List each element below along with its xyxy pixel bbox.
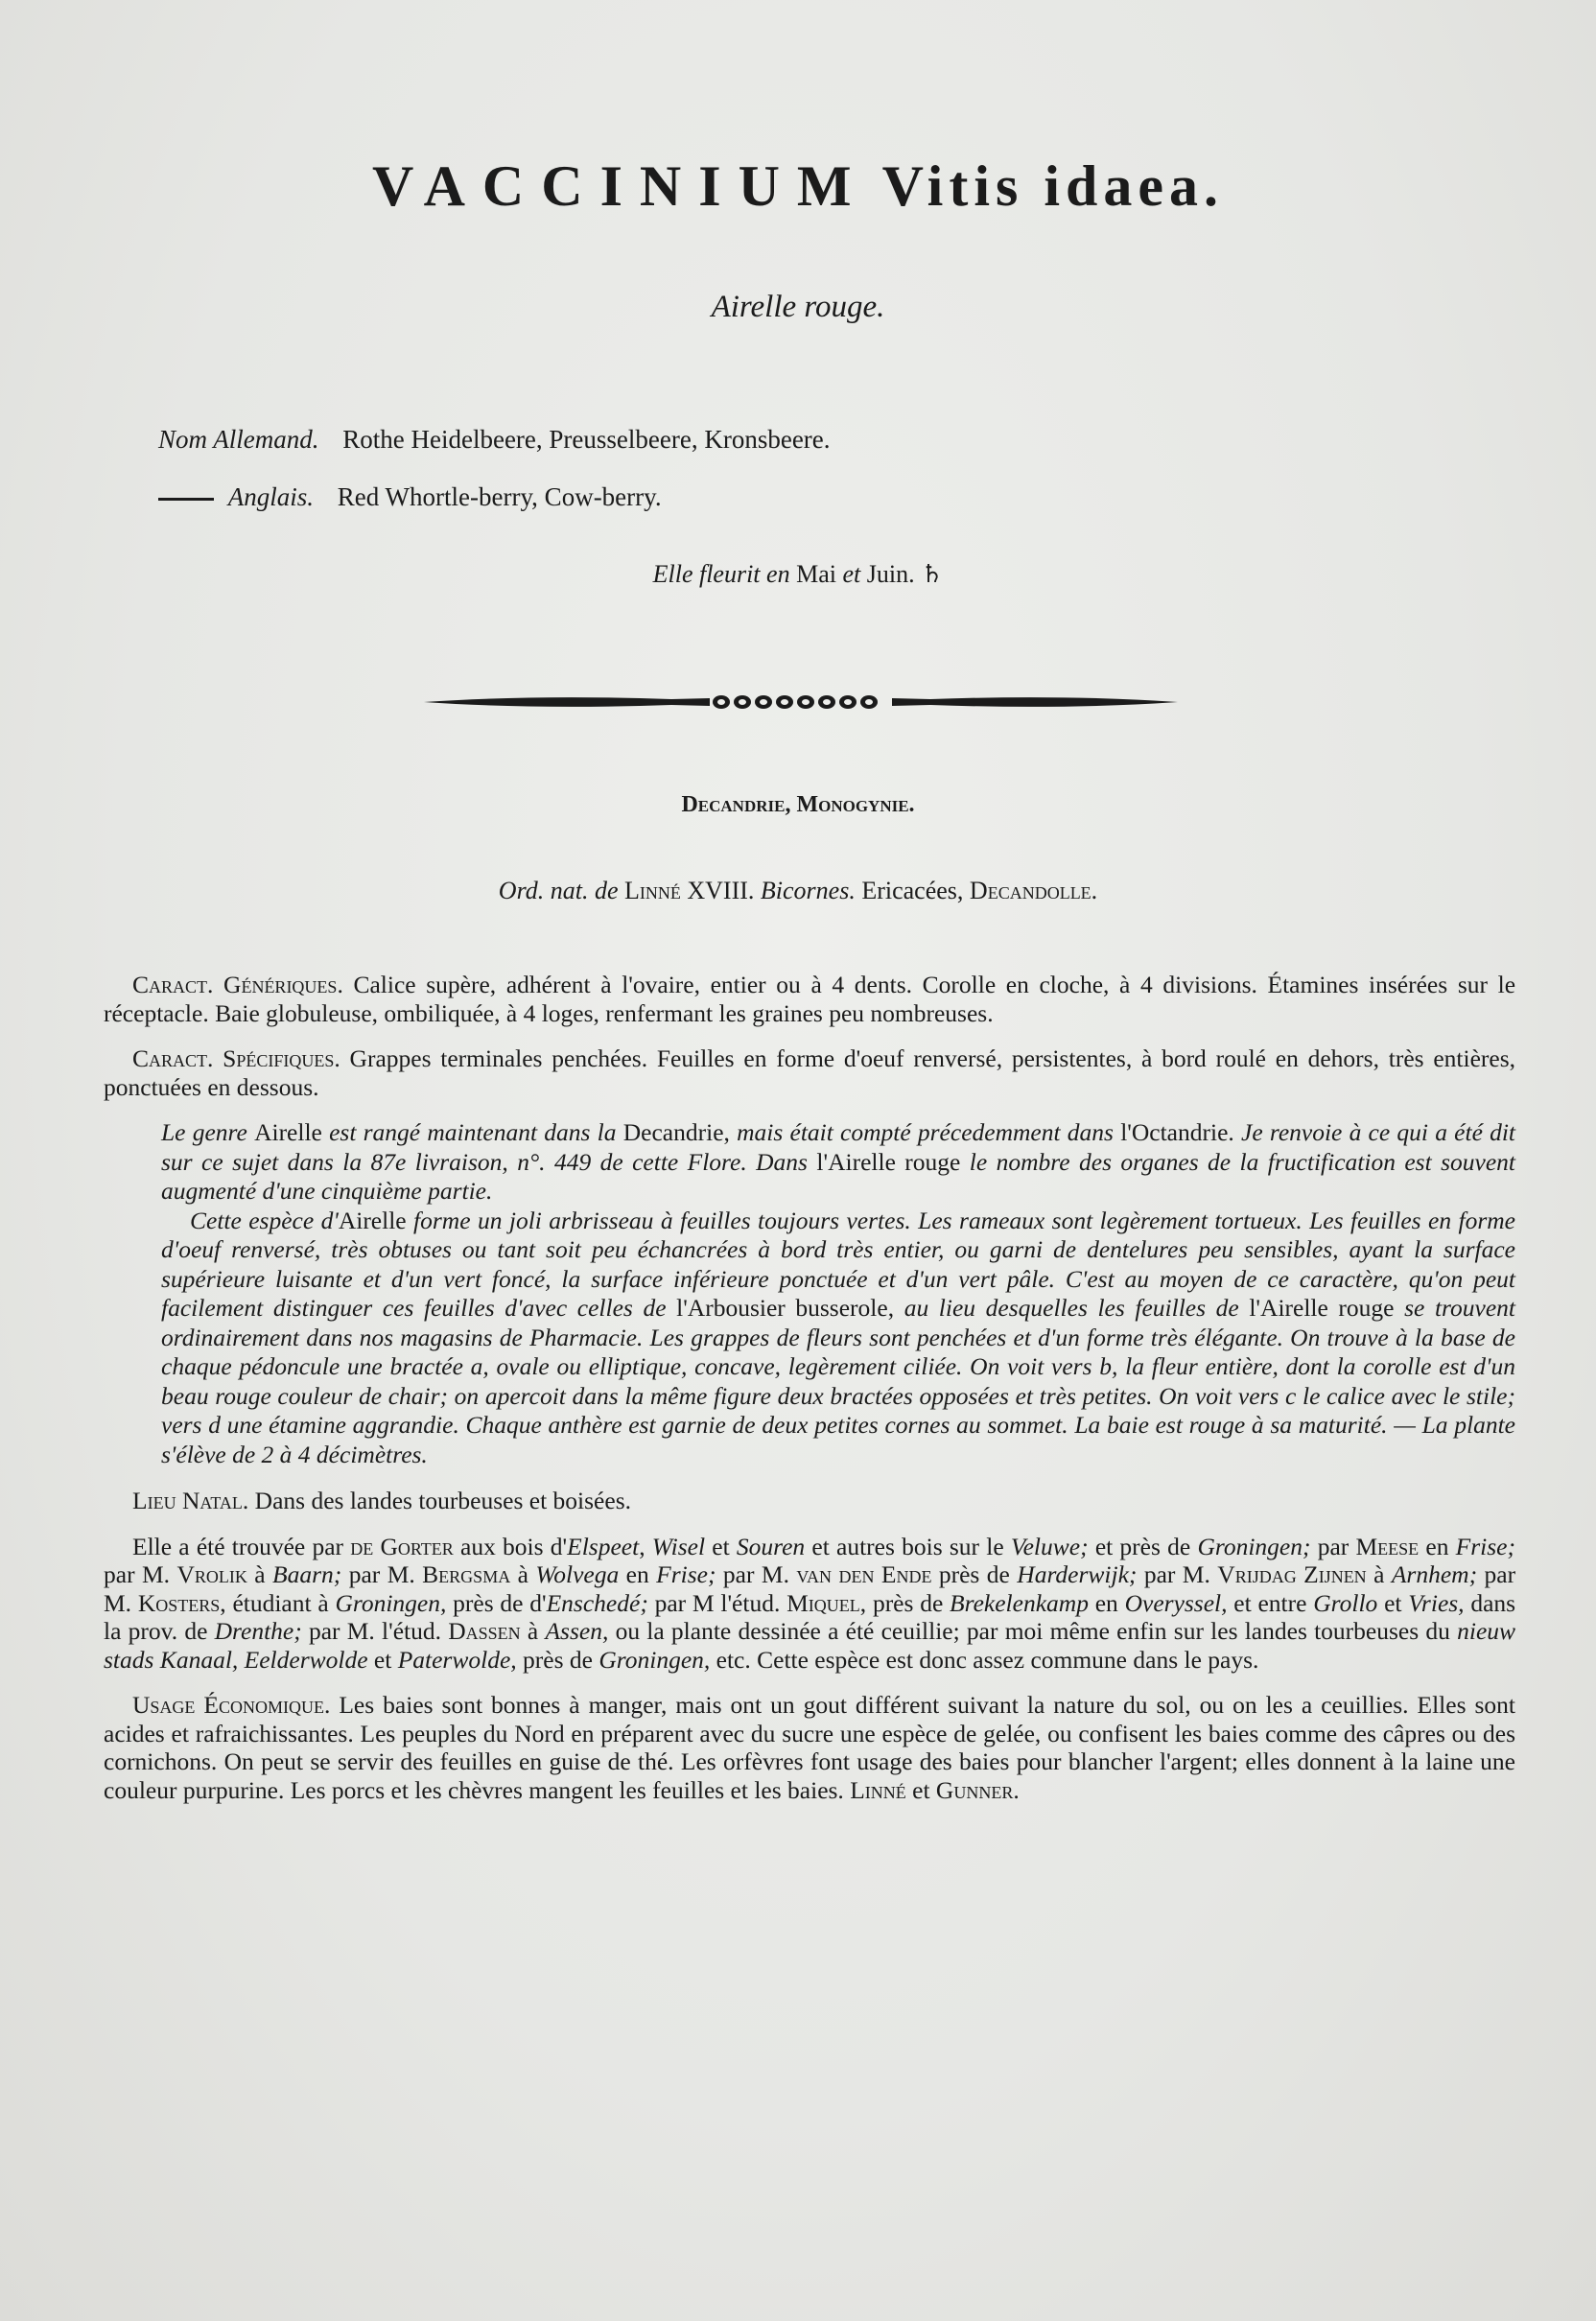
loc-groningen1: Groningen;	[1197, 1532, 1311, 1560]
specific-text: Grappes terminales penchées. Feuilles en forme d'oeuf renversé, persistentes, à bord roulé en dehors, très entières, ponctuées en dessous.	[104, 1044, 1516, 1101]
loc-t26: par M. l'étud.	[308, 1617, 441, 1645]
order-ericacees: Ericacées,	[861, 877, 964, 904]
loc-t25: dans la prov. de	[104, 1588, 1516, 1645]
loc-t18: étudiant à	[232, 1588, 329, 1617]
loc-souren: Souren	[736, 1532, 806, 1560]
order-pre: Ord. nat. de	[498, 877, 619, 904]
loc-harderwijk: Harderwijk;	[1017, 1560, 1138, 1588]
common-names	[158, 410, 831, 526]
usage-et: et	[912, 1775, 930, 1804]
usage-linne: Linné	[850, 1775, 906, 1804]
note2-a: Cette espèce d'	[190, 1206, 339, 1234]
loc-t23: et entre	[1233, 1588, 1307, 1617]
loc-groningen3: Groningen,	[598, 1645, 711, 1674]
generic-heading: Caract. Génériques.	[132, 971, 343, 998]
loc-vrijdag: Vrijdag Zijnen	[1217, 1560, 1367, 1588]
note1-d: Decandrie,	[622, 1118, 730, 1146]
loc-bergsma: Bergsma	[422, 1560, 511, 1588]
loc-veluwe: Veluwe;	[1010, 1532, 1089, 1560]
usage-text: Les baies sont bonnes à manger, mais ont un gout différent suivant la nature du sol, ou on les a ceuillies. Elles sont acides et rafraichissantes. Les peuples du Nord en préparent avec du sucre une espèce de gelée, ou confisent les baies comme des câpres ou des cornichons. On peut se servir des feuilles en guise de thé. Les orfèvres font usage des baies pour blancher l'argent; elles donnent à la laine une couleur purpurine. Les porcs et les chèvres mangent les feuilles et les baies.	[104, 1691, 1516, 1804]
english-label: Anglais.	[227, 482, 315, 511]
note1-a: Le genre	[161, 1118, 247, 1146]
title-genus: VACCINIUM	[371, 154, 869, 218]
habitat-heading: Lieu Natal.	[132, 1487, 249, 1514]
localities-section	[104, 1533, 1515, 1675]
loc-groningen2: Groningen,	[335, 1588, 447, 1617]
loc-t20: par M l'étud.	[654, 1588, 781, 1617]
shrub-symbol: ♄	[921, 560, 944, 588]
loc-nieuw: nieuw stads Kanaal, Eelderwolde	[104, 1617, 1516, 1674]
flowering-month1: Mai	[796, 560, 836, 588]
loc-t19: près de d'	[453, 1588, 547, 1617]
loc-t27: à	[527, 1617, 539, 1645]
note1-e: mais était compté précedemment dans	[737, 1118, 1114, 1146]
loc-t28: ou la plante dessinée a été ceuillie; par moi même enfin sur les landes tourbeuses du	[615, 1617, 1450, 1645]
loc-t17: par M.	[104, 1560, 1516, 1617]
loc-baarn: Baarn;	[272, 1560, 342, 1588]
habitat-section	[104, 1487, 1515, 1515]
loc-t10: par M.	[348, 1560, 415, 1588]
english-name-line	[158, 468, 831, 526]
usage-section	[104, 1691, 1515, 1804]
note1-g: Je renvoie à ce qui a été dit sur ce sujet dans la 87e livraison, n°. 449 de cette Flore. Dans	[161, 1118, 1516, 1176]
flowering-conj: et	[842, 560, 861, 588]
loc-wolvega: Wolvega	[535, 1560, 620, 1588]
note2-b: Airelle	[338, 1206, 407, 1234]
loc-t21: près de	[872, 1588, 944, 1617]
note2-d: l'Arbousier busserole,	[676, 1294, 895, 1322]
linnaean-class: Decandrie, Monogynie.	[681, 792, 915, 817]
page-title	[0, 153, 1596, 220]
note1-c: est rangé maintenant dans la	[329, 1118, 617, 1146]
ornamental-divider	[422, 683, 1180, 721]
natural-order	[0, 877, 1596, 905]
loc-t11: à	[517, 1560, 528, 1588]
loc-wisel: Wisel	[651, 1532, 706, 1560]
loc-t30: près de	[523, 1645, 593, 1674]
german-name-line	[158, 410, 831, 468]
italic-note-2	[161, 1207, 1515, 1470]
german-label: Nom Allemand.	[158, 425, 319, 454]
ditto-dash	[158, 498, 214, 501]
note2-f: l'Airelle rouge	[1249, 1294, 1395, 1322]
order-linne: Linné XVIII.	[624, 877, 755, 904]
generic-text: Calice supère, adhérent à l'ovaire, entier ou à 4 dents. Corolle en cloche, à 4 divisions. Étamines insérées sur le réceptacle. Baie globuleuse, ombiliquée, à 4 loges, renfermant les graines peu nombreuses.	[104, 971, 1516, 1027]
order-bicornes: Bicornes.	[760, 877, 856, 904]
flowering-pre: Elle fleurit en	[652, 560, 790, 588]
title-species: Vitis idaea.	[881, 154, 1225, 218]
loc-overyssel: Overyssel,	[1124, 1588, 1228, 1617]
loc-dassen: Dassen	[448, 1617, 521, 1645]
german-names: Rothe Heidelbeere, Preusselbeere, Kronsbeere.	[342, 425, 831, 454]
specific-characters	[104, 1044, 1515, 1101]
loc-vrolik: Vrolik	[176, 1560, 247, 1588]
loc-t16: à	[1373, 1560, 1385, 1588]
note2-c: forme un joli arbrisseau à feuilles toujours vertes. Les rameaux sont legèrement tortueux. Les feuilles en forme d'oeuf renversé, très obtuses ou tant soit peu échancrées à bord très entier, ou garni de dentelures peu sensibles, ayant la surface supérieure luisante et d'un vert foncé, la surface inférieure ponctuée et d'un vert pâle. C'est au moyen de ce caractère, qu'on peut facilement distinguer ces feuilles d'avec celles de	[161, 1206, 1516, 1322]
loc-t22: en	[1094, 1588, 1118, 1617]
page-subtitle: Airelle rouge.	[711, 290, 885, 324]
loc-vandenende: van den Ende	[796, 1560, 932, 1588]
loc-vries: Vries,	[1408, 1588, 1465, 1617]
loc-enschede: Enschedé;	[546, 1588, 648, 1617]
loc-t6: par	[1317, 1532, 1350, 1560]
loc-t5: et près de	[1094, 1532, 1191, 1560]
loc-t9: à	[254, 1560, 266, 1588]
loc-t1: Elle a été trouvée par	[132, 1532, 344, 1560]
usage-gunner: Gunner.	[935, 1775, 1020, 1804]
loc-t14: près de	[938, 1560, 1010, 1588]
loc-t12: en	[625, 1560, 649, 1588]
order-decandolle: Decandolle.	[969, 877, 1098, 904]
italic-notes	[104, 1118, 1515, 1469]
loc-t31: etc. Cette espèce est donc assez commune dans le pays.	[716, 1645, 1259, 1674]
loc-meese: Meese	[1355, 1532, 1420, 1560]
loc-miquel: Miquel,	[786, 1588, 867, 1617]
usage-heading: Usage Économique.	[132, 1691, 331, 1719]
note2-e: au lieu desquelles les feuilles de	[904, 1294, 1239, 1322]
loc-t3: et	[712, 1532, 730, 1560]
habitat-text: Dans des landes tourbeuses et boisées.	[254, 1487, 631, 1514]
specific-heading: Caract. Spécifiques.	[132, 1044, 340, 1072]
generic-characters	[104, 971, 1515, 1027]
loc-brekelenkamp: Brekelenkamp	[950, 1588, 1089, 1617]
note1-h: l'Airelle rouge	[816, 1147, 961, 1176]
loc-t15: par M.	[1143, 1560, 1210, 1588]
note2-g: se trouvent ordinairement dans nos magasins de Pharmacie. Les grappes de fleurs sont penchées et d'un forme très élégante. On trouve à la base de chaque pédoncule une bractée a, ovale ou elliptique, concave, legèrement ciliée. On voit vers b, la fleur entière, dont la corolle est d'un beau rouge couleur de chair; on apercoit dans la même figure deux bractées opposées et très petites. On voit vers c le calice avec le stile; vers d une étamine aggrandie. Chaque anthère est garnie de deux petites cornes au sommet. La baie est rouge à sa maturité. — La plante s'élève de 2 à 4 décimètres.	[161, 1294, 1515, 1468]
english-names: Red Whortle-berry, Cow-berry.	[337, 482, 662, 511]
loc-arnhem: Arnhem;	[1391, 1560, 1478, 1588]
loc-assen: Assen,	[545, 1617, 609, 1645]
loc-kosters: Kosters,	[137, 1588, 226, 1617]
flowering-month2: Juin.	[866, 560, 915, 588]
loc-grollo: Grollo	[1313, 1588, 1378, 1617]
loc-comma1: ,	[639, 1532, 645, 1560]
loc-t8: par M.	[104, 1560, 171, 1588]
loc-frise1: Frise;	[1455, 1532, 1515, 1560]
note1-i: le nombre des organes de la fructification est souvent augmenté d'une cinquième partie.	[161, 1147, 1516, 1205]
note1-b: Airelle	[254, 1118, 322, 1146]
loc-elspeet: Elspeet	[567, 1532, 640, 1560]
loc-t24: et	[1384, 1588, 1402, 1617]
loc-frise2: Frise;	[656, 1560, 716, 1588]
flowering-line	[0, 560, 1596, 589]
loc-t2: aux bois d'	[460, 1532, 568, 1560]
loc-t29: et	[373, 1645, 392, 1674]
note1-f: l'Octandrie.	[1120, 1118, 1234, 1146]
loc-t13: par M.	[722, 1560, 789, 1588]
loc-t7: en	[1425, 1532, 1449, 1560]
loc-gorter: de Gorter	[350, 1532, 454, 1560]
loc-t4: et autres bois sur le	[811, 1532, 1004, 1560]
loc-paterwolde: Paterwolde,	[397, 1645, 517, 1674]
loc-drenthe: Drenthe;	[214, 1617, 302, 1645]
italic-note-1	[161, 1118, 1515, 1207]
description-body	[104, 971, 1515, 1821]
